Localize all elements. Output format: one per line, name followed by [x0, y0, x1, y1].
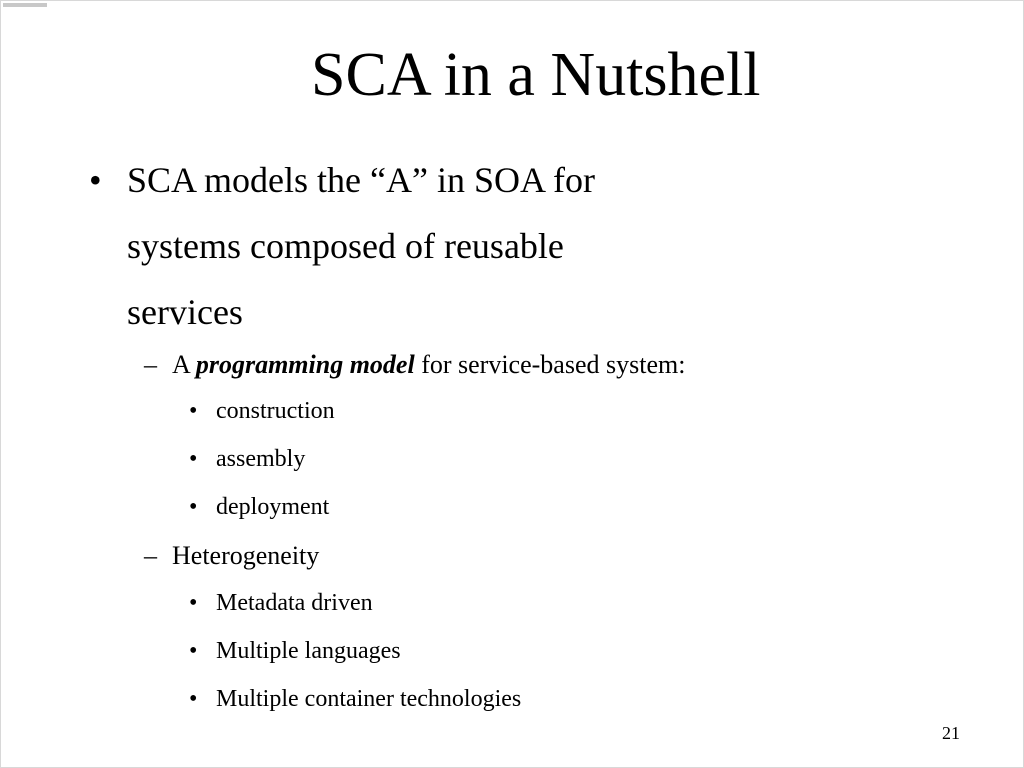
- dash-marker: –: [144, 350, 157, 379]
- bullet-dot: •: [189, 494, 198, 520]
- suffix-text: for service-based system:: [414, 350, 686, 379]
- list-item-text: construction: [216, 398, 335, 424]
- dash-marker: –: [144, 541, 157, 570]
- page-number: 21: [942, 723, 960, 743]
- bullet-dot: •: [189, 686, 198, 712]
- prefix-text: A: [172, 350, 196, 379]
- list-item-text: Multiple container technologies: [216, 686, 522, 712]
- subbullet-programming-text: [172, 350, 685, 380]
- bullet-main-line3: services: [127, 292, 243, 332]
- bullet-main-line2: systems composed of reusable: [127, 226, 564, 266]
- bullet-dot: •: [189, 590, 198, 616]
- emphasis-text: programming model: [195, 350, 415, 379]
- bullet-dot: •: [189, 638, 198, 664]
- bullet-main-line1: SCA models the “A” in SOA for: [127, 160, 595, 200]
- corner-mark: [3, 3, 47, 7]
- list-item-text: deployment: [216, 494, 330, 520]
- list-item-text: Multiple languages: [216, 638, 401, 664]
- list-item-text: Metadata driven: [216, 590, 373, 616]
- bullet-dot: •: [89, 160, 102, 200]
- subbullet-heterogeneity-text: Heterogeneity: [172, 541, 320, 570]
- bullet-dot: •: [189, 398, 198, 424]
- bullet-dot: •: [189, 446, 198, 472]
- list-item-text: assembly: [216, 446, 306, 472]
- slide-title: SCA in a Nutshell: [311, 41, 761, 109]
